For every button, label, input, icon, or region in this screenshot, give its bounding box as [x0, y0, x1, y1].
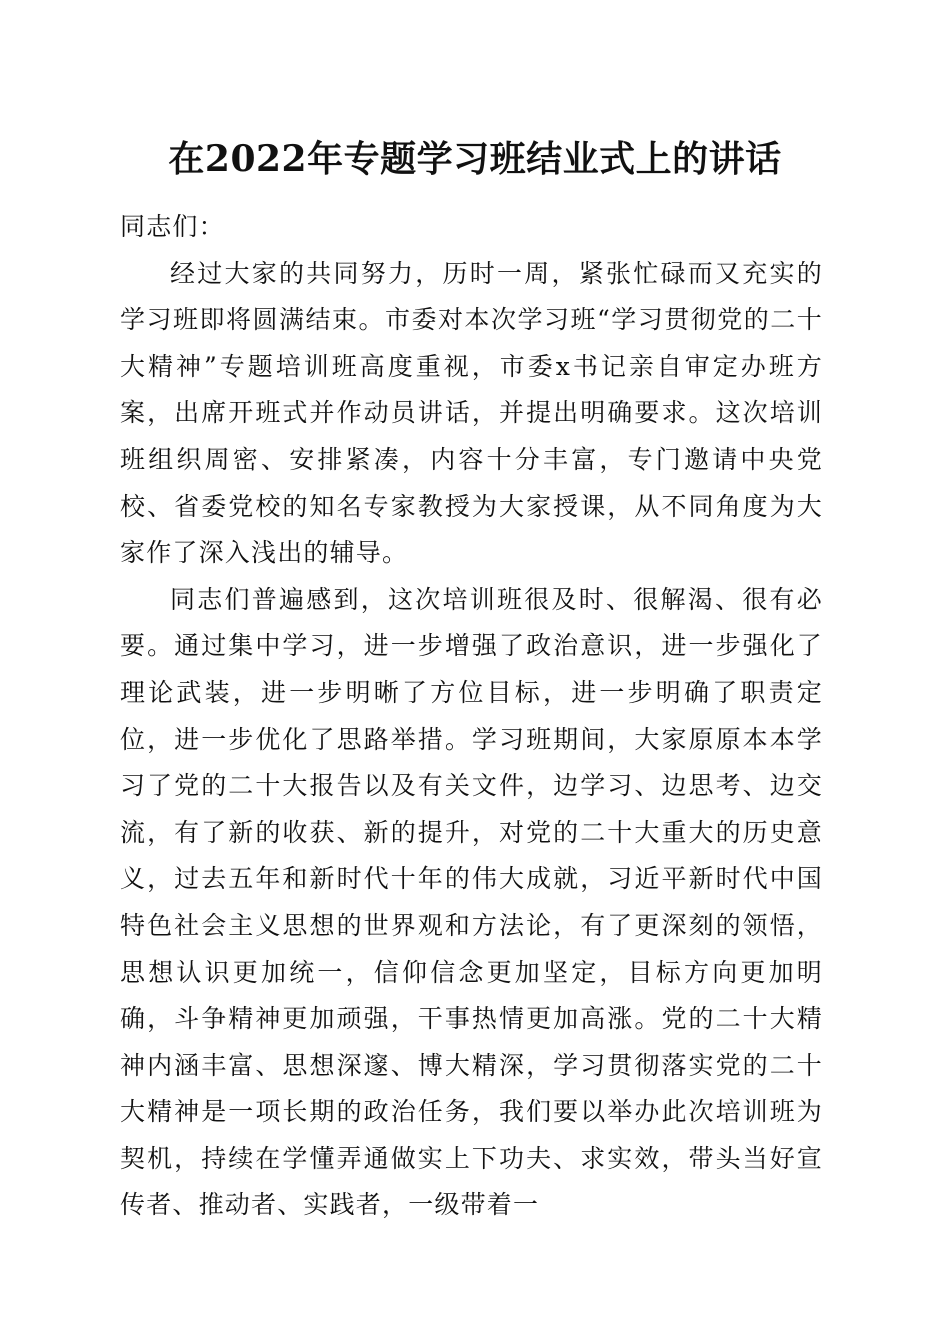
document-title: 在2022年专题学习班结业式上的讲话: [168, 138, 782, 180]
paragraph-1: 经过大家的共同努力，历时一周，紧张忙碌而又充实的学习班即将圆满结束。市委对本次学习班“学习贯彻党的二十大精神”专题培训班高度重视，市委x书记亲自审定办班方案，出席开班式并作动员讲话，并提出明确要求。这次培训班组织周密、安排紧凑，内容十分丰富，专门邀请中央党校、省委党校的知名专家教授为大家授课，从不同角度为大家作了深入浅出的辅导。: [120, 258, 823, 568]
salutation: 同志们：: [120, 212, 225, 241]
document-body: [120, 204, 823, 1229]
paragraph-2: 同志们普遍感到，这次培训班很及时、很解渴、很有必要。通过集中学习，进一步增强了政治意识，进一步强化了理论武装，进一步明晰了方位目标，进一步明确了职责定位，进一步优化了思路举措。学习班期间，大家原原本本学习了党的二十大报告以及有关文件，边学习、边思考、边交流，有了新的收获、新的提升，对党的二十大重大的历史意义，过去五年和新时代十年的伟大成就，习近平新时代中国特色社会主义思想的世界观和方法论，有了更深刻的领悟，思想认识更加统一，信仰信念更加坚定，目标方向更加明确，斗争精神更加顽强，干事热情更加高涨。党的二十大精神内涵丰富、思想深邃、博大精深，学习贯彻落实党的二十大精神是一项长期的政治任务，我们要以举办此次培训班为契机，持续在学懂弄通做实上下功夫、求实效，带头当好宣传者、推动者、实践者，一级带着一: [120, 584, 823, 1220]
